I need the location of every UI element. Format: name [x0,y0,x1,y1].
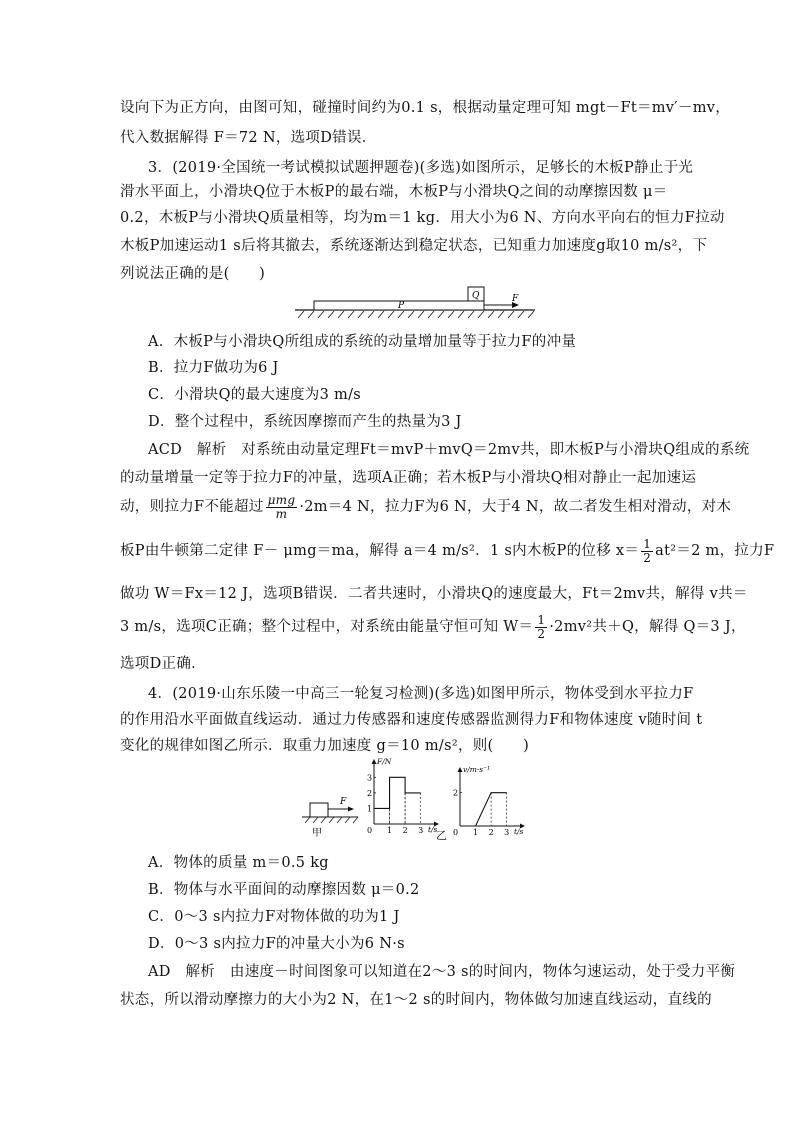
fraction [641,538,653,564]
text-line: 的动量增量一定等于拉力F的冲量，选项A正确；若木板P与小滑块Q相对静止一起加速运 [120,470,697,486]
origin-label: 0 [453,828,459,837]
text-line: 0.2，木板P与小滑块Q质量相等，均为m＝1 kg．用大小为6 N、方向水平向右的恒力F拉动 [120,210,725,226]
fraction-numerator: 1 [537,613,546,627]
fraction-numerator: 1 [643,537,652,551]
y-tick-label: 2 [453,788,459,798]
x-tick-label: 3 [504,828,510,837]
question-3-stem: 3．(2019·全国统一考试模拟试题押题卷)(多选)如图所示，足够长的木板P静止于光 [148,160,694,176]
label-P: P [398,301,405,311]
y-axis-arrow [372,759,377,764]
answer-3: ACD 解析 对系统由动量定理Ft＝mvP＋mvQ＝2mv共，即木板P与小滑块Q组成的系统 [148,442,750,458]
y-tick-label: 2 [367,788,373,798]
force-time-chart [360,758,442,838]
x-tick-label: 1 [473,828,479,837]
q4-option-a: A．物体的质量 m＝0.5 kg [148,855,329,871]
fraction-denominator: 2 [643,550,652,565]
fraction-numerator: μmg [267,493,296,507]
fraction-denominator: 2 [537,626,546,641]
q3-option-d: D．整个过程中，系统因摩擦而产生的热量为3 J [148,414,462,430]
ground-hatching [298,311,534,318]
origin-label: 0 [367,826,373,835]
text-line: 选项D正确． [120,656,206,672]
label-F: F [340,797,347,807]
q4-option-b: B．物体与水平面间的动摩擦因数 μ＝0.2 [148,882,420,898]
text-segment: 3 m/s，选项C正确；整个过程中，对系统由能量守恒可知 W＝ [120,619,534,636]
text-segment: ·2mv²共＋Q，解得 Q＝3 J， [549,619,746,636]
formula-line [120,494,731,520]
text-line: 列说法正确的是( ) [120,266,266,282]
figure-jia [300,790,362,840]
formula-line [120,538,774,564]
velocity-time-chart [448,762,530,838]
block [310,803,328,817]
q4-option-d: D．0～3 s内拉力F的冲量大小为6 N·s [148,936,405,952]
x-tick-label: 2 [488,828,494,837]
fraction-denominator: m [275,506,288,521]
text-line: 木板P加速运动1 s后将其撤去，系统逐渐达到稳定状态，已知重力加速度g取10 m/s²，下 [120,238,708,254]
board-block-figure [290,282,540,324]
answer-4: AD 解析 由速度－时间图象可以知道在2～3 s的时间内，物体匀速运动，处于受力平衡 [148,964,736,980]
series-line [374,777,421,808]
fraction [535,614,547,640]
y-tick-label: 3 [367,773,373,783]
text-segment: 板P由牛顿第二定律 F－ μmg＝ma，解得 a＝4 m/s²．1 s内木板P的位移 x＝ [120,543,640,560]
x-axis-label: t/s [428,825,438,834]
text-segment: 动，则拉力F不能超过 [120,499,264,516]
q3-option-a: A．木板P与小滑块Q所组成的系统的动量增加量等于拉力F的冲量 [148,334,577,350]
y-axis-label: v/m·s⁻¹ [463,765,491,774]
q3-option-b: B．拉力F做功为6 J [148,360,279,376]
caption-yi: 乙 [436,829,447,842]
text-line: 设向下为正方向，由图可知，碰撞时间约为0.1 s，根据动量定理可知 mgt－Ft＝mv′－mv， [120,100,731,116]
y-tick-label: 1 [367,804,373,814]
x-tick-label: 1 [387,826,393,835]
label-F: F [512,294,519,304]
text-line: 代入数据解得 F＝72 N，选项D错误． [120,130,377,146]
label-Q: Q [472,291,480,301]
q4-option-c: C．0～3 s内拉力F对物体做的功为1 J [148,909,400,925]
series-line [460,793,507,826]
text-segment: ·2m＝4 N，拉力F为6 N，大于4 N，故二者发生相对滑动，对木 [299,499,732,516]
caption-jia: 甲 [312,828,322,839]
q3-option-c: C．小滑块Q的最大速度为3 m/s [148,387,361,403]
x-tick-label: 3 [418,826,424,835]
text-line: 变化的规律如图乙所示．取重力加速度 g＝10 m/s²，则( ) [120,738,530,754]
y-axis-arrow [458,767,463,772]
fraction [266,494,298,520]
text-segment: at²＝2 m，拉力F [655,543,775,560]
question-4-stem: 4．(2019·山东乐陵一中高三一轮复习检测)(多选)如图甲所示，物体受到水平拉力F [148,686,694,702]
text-line: 滑水平面上，小滑块Q位于木板P的最右端，木板P与小滑块Q之间的动摩擦因数 μ＝ [120,184,668,200]
y-axis-label: F/N [377,758,392,766]
text-line: 的作用沿水平面做直线运动．通过力传感器和速度传感器监测得力F和物体速度 v随时间 t [120,712,703,728]
text-line: 做功 W＝Fx＝12 J，选项B错误．二者共速时，小滑块Q的速度最大，Ft＝2mv共，解得 v共＝ [120,586,748,602]
x-axis-label: t/s [514,827,524,836]
x-tick-label: 2 [402,826,408,835]
text-line: 状态，所以滑动摩擦力的大小为2 N，在1～2 s的时间内，物体做匀加速直线运动，直线的 [120,992,712,1008]
formula-line [120,614,746,640]
